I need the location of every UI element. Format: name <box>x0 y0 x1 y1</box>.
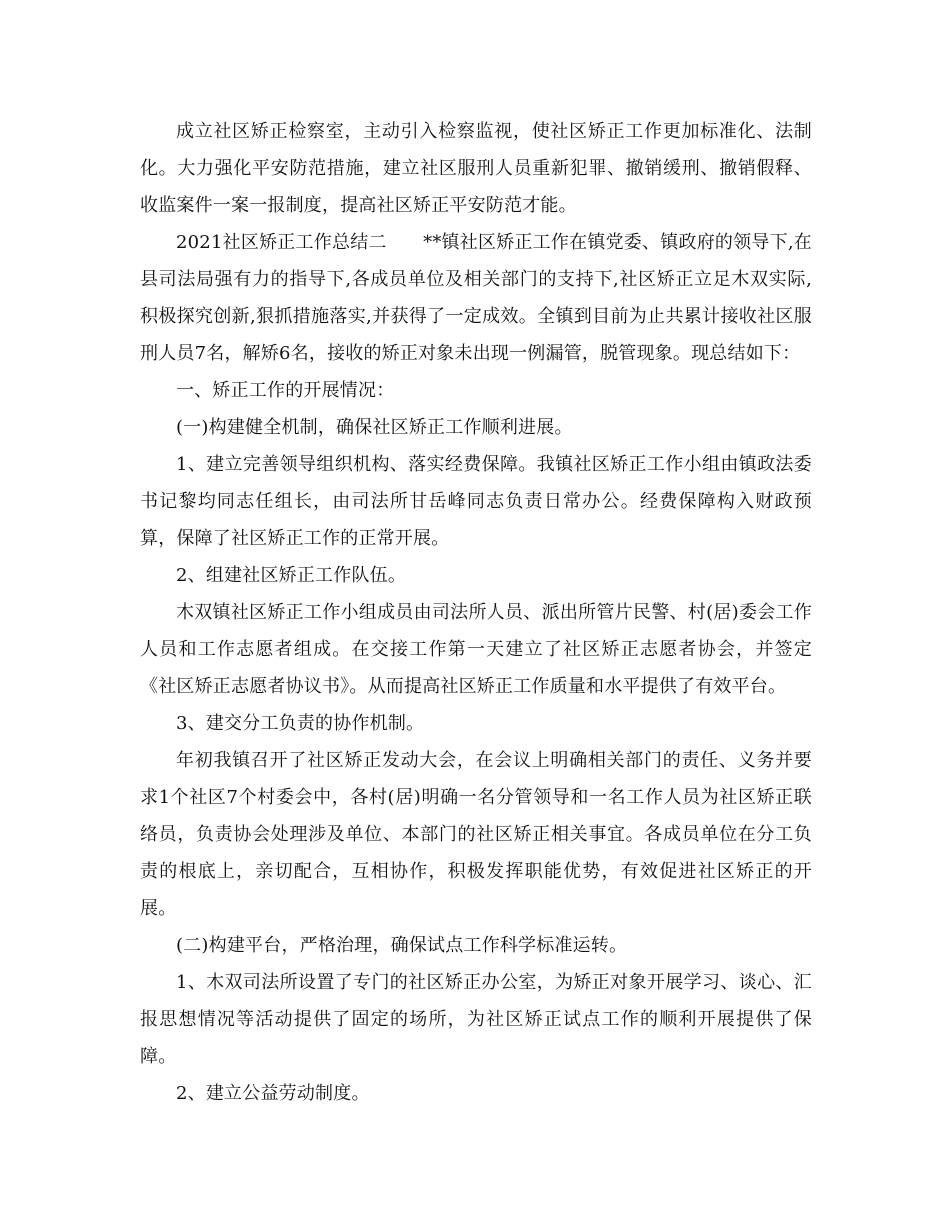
document-body <box>140 113 812 1112</box>
paragraph: 木双镇社区矫正工作小组成员由司法所人员、派出所管片民警、村(居)委会工作人员和工作志愿者组成。在交接工作第一天建立了社区矫正志愿者协会，并签定《社区矫正志愿者协议书》。从而提高社区矫正工作质量和水平提供了有效平台。 <box>140 602 812 697</box>
item-heading: 2、建立公益劳动制度。 <box>176 1083 370 1104</box>
paragraph: 成立社区矫正检察室，主动引入检察监视，使社区矫正工作更加标准化、法制化。大力强化平安防范措施，建立社区服刑人员重新犯罪、撤销缓刑、撤销假释、收监案件一案一报制度，提高社区矫正平安防范才能。 <box>140 121 812 216</box>
paragraph: 1、木双司法所设置了专门的社区矫正办公室，为矫正对象开展学习、谈心、汇报思想情况等活动提供了固定的场所，为社区矫正试点工作的顺利开展提供了保障。 <box>140 972 812 1067</box>
item-heading: 2、组建社区矫正工作队伍。 <box>176 565 407 586</box>
subsection-heading: (二)构建平台，严格治理，确保试点工作科学标准运转。 <box>176 935 628 956</box>
paragraph: 2021社区矫正工作总结二 **镇社区矫正工作在镇党委、镇政府的领导下,在县司法局强有力的指导下,各成员单位及相关部门的支持下,社区矫正立足木双实际,积极探究创新,狠抓措施落实,并获得了一定成效。全镇到目前为止共累计接收社区服刑人员7名，解矫6名，接收的矫正对象未出现一例漏管，脱管现象。现总结如下： <box>140 232 812 364</box>
paragraph: 1、建立完善领导组织机构、落实经费保障。我镇社区矫正工作小组由镇政法委书记黎均同志任组长，由司法所甘岳峰同志负责日常办公。经费保障构入财政预算，保障了社区矫正工作的正常开展。 <box>140 454 812 549</box>
section-heading: 一、矫正工作的开展情况： <box>176 380 395 401</box>
subsection-heading: (一)构建健全机制，确保社区矫正工作顺利进展。 <box>176 417 573 438</box>
paragraph: 年初我镇召开了社区矫正发动大会，在会议上明确相关部门的责任、义务并要求1个社区7个村委会中，各村(居)明确一名分管领导和一名工作人员为社区矫正联络员，负责协会处理涉及单位、本部门的社区矫正相关事宜。各成员单位在分工负责的根底上，亲切配合，互相协作，积极发挥职能优势，有效促进社区矫正的开展。 <box>140 750 812 919</box>
item-heading: 3、建交分工负责的协作机制。 <box>176 713 425 734</box>
